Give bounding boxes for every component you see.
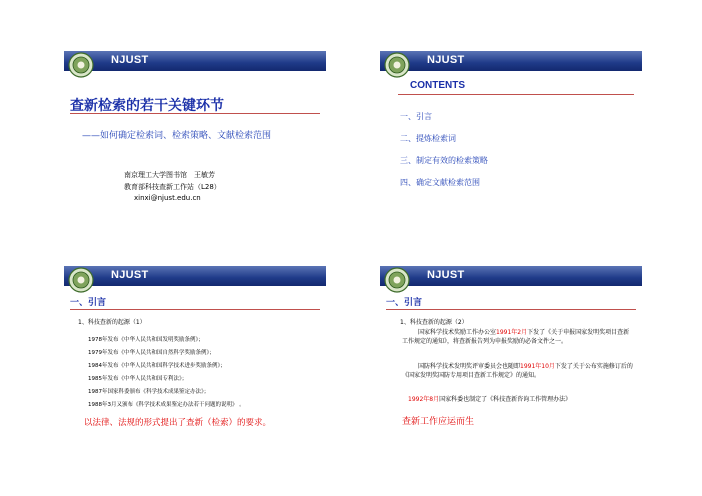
- section-divider: [386, 309, 636, 310]
- email-line: xinxi@njust.edu.cn: [134, 194, 201, 202]
- toc-item: 三、制定有效的检索策略: [400, 156, 488, 165]
- toc-item: 二、提炼检索词: [400, 134, 456, 143]
- p1-date: 1991年2月: [496, 329, 528, 336]
- section-heading: 一、引言: [70, 298, 107, 308]
- university-emblem-icon: [68, 52, 94, 78]
- closing-statement: 查新工作应运而生: [402, 417, 475, 427]
- paragraph-2: [402, 362, 634, 380]
- contents-divider: [398, 94, 634, 95]
- p2-date: 1991年10月: [520, 363, 555, 370]
- subsection-heading: 1、科技查新的起源（1）: [78, 319, 146, 326]
- paragraph-1: [402, 328, 634, 346]
- slide-header: [380, 266, 642, 286]
- slide-intro-1: [64, 266, 326, 444]
- slide-header: [64, 51, 326, 71]
- p2-pre: 国防科学技术发明奖评审委员会也随即: [418, 363, 521, 370]
- university-emblem-icon: [68, 267, 94, 293]
- contents-heading: CONTENTS: [410, 80, 465, 91]
- station-line: 教育部科技查新工作站（L28）: [124, 183, 221, 191]
- presentation-subtitle: ——如何确定检索词、检索策略、文献检索范围: [82, 131, 272, 141]
- emphasis-text: 以法律、法规的形式提出了查新（检索）的要求。: [84, 418, 272, 428]
- history-line: 1978年发布《中华人民共和国发明奖励条例》；: [88, 337, 204, 343]
- slide-intro-2: [380, 266, 642, 444]
- subsection-heading: 1、科技查新的起源（2）: [400, 319, 468, 326]
- slide-header: [380, 51, 642, 71]
- history-line: 1985年发布《中华人民共和国专利法》；: [88, 376, 188, 382]
- slide-title: [64, 51, 326, 229]
- slide-header: [64, 266, 326, 286]
- brand-label: NJUST: [427, 54, 465, 66]
- p3-date: 1992年8月: [408, 396, 440, 403]
- university-emblem-icon: [384, 267, 410, 293]
- slide-contents: [380, 51, 642, 229]
- toc-item: 一、引言: [400, 112, 432, 121]
- brand-label: NJUST: [111, 54, 149, 66]
- university-emblem-icon: [384, 52, 410, 78]
- history-line: 1979年发布《中华人民共和国自然科学奖励条例》；: [88, 350, 215, 356]
- brand-label: NJUST: [111, 269, 149, 281]
- presentation-title: 查新检索的若干关键环节: [70, 98, 224, 114]
- author-line: 南京理工大学图书馆 王敏芳: [124, 171, 215, 179]
- p1-post: 下发了《关于申报国家发明奖项目查新工作规定的通知》，将查新报告列为申报奖励的必备文件之一。: [402, 329, 630, 345]
- section-divider: [70, 309, 320, 310]
- p1-pre: 国家科学技术奖励工作办公室: [418, 329, 497, 336]
- section-heading: 一、引言: [386, 298, 423, 308]
- brand-label: NJUST: [427, 269, 465, 281]
- toc-item: 四、确定文献检索范围: [400, 178, 480, 187]
- history-line: 1988年3月又颁布《科学技术成果鉴定办法若干问题的说明》 。: [88, 402, 245, 408]
- p3-post: 国家科委也制定了《科技查新咨询工作管理办法》: [439, 396, 572, 403]
- paragraph-3: [408, 394, 571, 403]
- history-line: 1984年发布《中华人民共和国科学技术进步奖励条例》；: [88, 363, 226, 369]
- p2-post: 下发了关于公布实施修订后的《国家发明奖国防专用项目查新工作规定》的通知。: [402, 363, 633, 379]
- history-line: 1987年国家科委颁布《科学技术成果鉴定办法》；: [88, 389, 210, 395]
